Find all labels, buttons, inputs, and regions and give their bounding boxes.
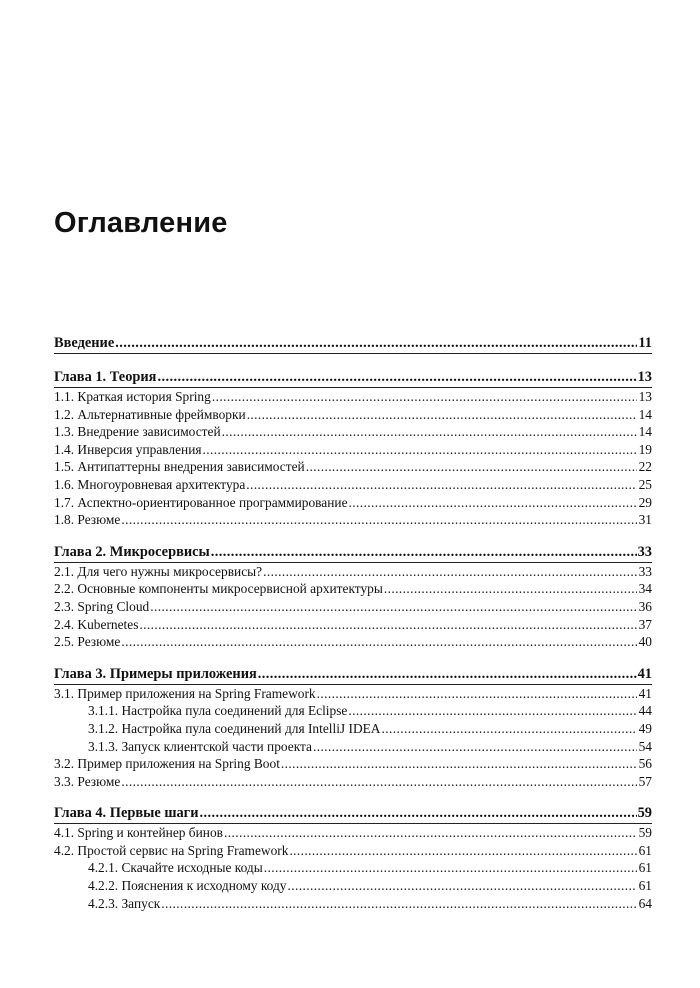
toc-chapter-label: Глава 4. Первые шаги <box>54 805 199 822</box>
toc-entry[interactable] <box>54 598 652 616</box>
toc-page-number: 44 <box>638 703 652 719</box>
toc-subentry[interactable] <box>54 702 652 720</box>
toc-entry-label: 1.4. Инверсия управления <box>54 441 202 457</box>
toc-page-number: 61 <box>638 860 652 876</box>
toc-chapter-label: Глава 1. Теория <box>54 369 157 385</box>
toc-entry-label: 3.1. Пример приложения на Spring Framework <box>54 685 316 701</box>
toc-page-number: 37 <box>638 616 652 632</box>
section-gap <box>54 529 652 541</box>
dot-leader <box>348 702 637 720</box>
toc-page-number: 49 <box>638 720 652 736</box>
dot-leader <box>121 511 637 529</box>
toc-entry[interactable] <box>54 616 652 634</box>
dot-leader <box>212 388 637 406</box>
toc-chapter-3[interactable] <box>54 663 652 684</box>
dot-leader <box>203 441 637 459</box>
dot-leader <box>381 720 637 738</box>
toc-entry[interactable] <box>54 563 652 581</box>
toc-chapter-2[interactable] <box>54 541 652 562</box>
toc-entry-label: 2.2. Основные компоненты микросервисной архитектуры <box>54 581 383 597</box>
toc-page-number: 36 <box>638 598 652 614</box>
toc-entry-label: 3.1.1. Настройка пула соединений для Eclipse <box>88 703 348 719</box>
toc-entry-label: 4.2. Простой сервис на Spring Framework <box>54 842 289 858</box>
toc-page-number: 41 <box>637 665 652 682</box>
toc-entry-label: 2.1. Для чего нужны микросервисы? <box>54 563 263 579</box>
dot-leader <box>263 563 637 581</box>
section-gap <box>54 790 652 802</box>
toc-page-number: 57 <box>638 773 652 789</box>
toc-page-number: 29 <box>638 494 652 510</box>
dot-leader <box>281 755 637 773</box>
dot-leader <box>247 406 637 424</box>
toc-entry-label: Введение <box>54 335 115 351</box>
toc-entry-label: 1.2. Альтернативные фреймворки <box>54 406 246 422</box>
toc-page-number: 64 <box>638 895 652 911</box>
toc-page-number: 33 <box>638 563 652 579</box>
dot-leader <box>211 542 637 562</box>
toc-page-number: 14 <box>638 406 652 422</box>
toc-entry-label: 2.5. Резюме <box>54 634 121 650</box>
toc-entry-label: 1.6. Многоуровневая архитектура <box>54 476 246 492</box>
dot-leader <box>224 824 637 842</box>
toc-page-number: 54 <box>638 738 652 754</box>
toc-entry-label: 4.1. Spring и контейнер бинов <box>54 825 223 841</box>
toc-entry[interactable] <box>54 842 652 860</box>
dot-leader <box>222 423 637 441</box>
dot-leader <box>288 877 638 895</box>
toc-page-number: 13 <box>637 369 652 385</box>
toc-entry[interactable] <box>54 580 652 598</box>
toc-entry[interactable] <box>54 824 652 842</box>
toc-chapter-label: Глава 3. Примеры приложения <box>54 665 257 682</box>
toc-entry-label: 2.3. Spring Cloud <box>54 598 150 614</box>
dot-leader <box>157 367 636 387</box>
toc-page-number: 61 <box>638 842 652 858</box>
toc-entry-label: 3.2. Пример приложения на Spring Boot <box>54 756 280 772</box>
dot-leader <box>306 458 637 476</box>
toc-entry-label: 4.2.1. Скачайте исходные коды <box>88 860 263 876</box>
toc-page-number: 22 <box>638 459 652 475</box>
toc-entry[interactable] <box>54 388 652 406</box>
toc-page-number: 56 <box>638 756 652 772</box>
toc-entry-label: 3.1.3. Запуск клиентской части проекта <box>88 738 313 754</box>
toc-page-number: 11 <box>638 335 652 351</box>
toc-page-number: 19 <box>638 441 652 457</box>
toc-entry[interactable] <box>54 458 652 476</box>
dot-leader <box>246 476 637 494</box>
toc-page-number: 59 <box>637 805 652 822</box>
toc-entry-label: 1.7. Аспектно-ориентированное программирование <box>54 494 348 510</box>
toc-entry[interactable] <box>54 773 652 791</box>
toc-page-number: 14 <box>638 424 652 440</box>
toc-entry[interactable] <box>54 406 652 424</box>
toc-page-number: 41 <box>638 685 652 701</box>
toc-entry[interactable] <box>54 511 652 529</box>
toc-chapter-1[interactable] <box>54 366 652 387</box>
section-gap <box>54 354 652 366</box>
toc-subentry[interactable] <box>54 859 652 877</box>
table-of-contents <box>54 332 652 912</box>
dot-leader <box>150 598 637 616</box>
dot-leader <box>121 633 637 651</box>
toc-page-number: 34 <box>638 581 652 597</box>
toc-entry[interactable] <box>54 476 652 494</box>
dot-leader <box>121 773 637 791</box>
toc-entry[interactable] <box>54 423 652 441</box>
toc-entry-label: 1.1. Краткая история Spring <box>54 389 211 404</box>
dot-leader <box>289 842 637 860</box>
dot-leader <box>264 859 637 877</box>
dot-leader <box>317 685 637 703</box>
toc-entry[interactable] <box>54 494 652 512</box>
toc-page-number: 33 <box>637 543 652 560</box>
dot-leader <box>161 895 637 913</box>
toc-entry[interactable] <box>54 441 652 459</box>
toc-subentry[interactable] <box>54 877 652 895</box>
toc-page-number: 40 <box>638 634 652 650</box>
toc-entry-label: 4.2.2. Пояснения к исходному коду <box>88 878 287 894</box>
dot-leader <box>200 803 637 823</box>
dot-leader <box>384 580 637 598</box>
toc-subentry[interactable] <box>54 895 652 913</box>
dot-leader <box>313 738 637 756</box>
toc-entry-label: 2.4. Kubernetes <box>54 616 139 632</box>
dot-leader <box>115 333 637 353</box>
toc-page-number: 25 <box>638 476 652 492</box>
toc-entry-label: 1.3. Внедрение зависимостей <box>54 424 221 440</box>
toc-entry-label: 3.3. Резюме <box>54 773 121 789</box>
toc-page-number: 59 <box>638 825 652 841</box>
toc-subentry[interactable] <box>54 738 652 756</box>
section-gap <box>54 651 652 663</box>
toc-entry[interactable] <box>54 755 652 773</box>
page-title: Оглавление <box>54 207 228 239</box>
toc-subentry[interactable] <box>54 720 652 738</box>
toc-entry[interactable] <box>54 685 652 703</box>
toc-chapter-4[interactable] <box>54 802 652 823</box>
dot-leader <box>258 664 637 684</box>
toc-entry-label: 3.1.2. Настройка пула соединений для IntelliJ IDEA <box>88 720 381 736</box>
toc-page-number: 61 <box>638 878 652 894</box>
toc-page-number: 13 <box>638 389 652 404</box>
dot-leader <box>349 494 637 512</box>
toc-page-number: 31 <box>638 512 652 528</box>
toc-entry-label: 1.8. Резюме <box>54 512 121 528</box>
toc-entry-label: 1.5. Антипаттерны внедрения зависимостей <box>54 459 305 475</box>
toc-chapter-label: Глава 2. Микросервисы <box>54 543 210 560</box>
toc-entry-label: 4.2.3. Запуск <box>88 895 161 911</box>
toc-entry[interactable] <box>54 633 652 651</box>
toc-intro[interactable] <box>54 332 652 353</box>
dot-leader <box>139 616 637 634</box>
